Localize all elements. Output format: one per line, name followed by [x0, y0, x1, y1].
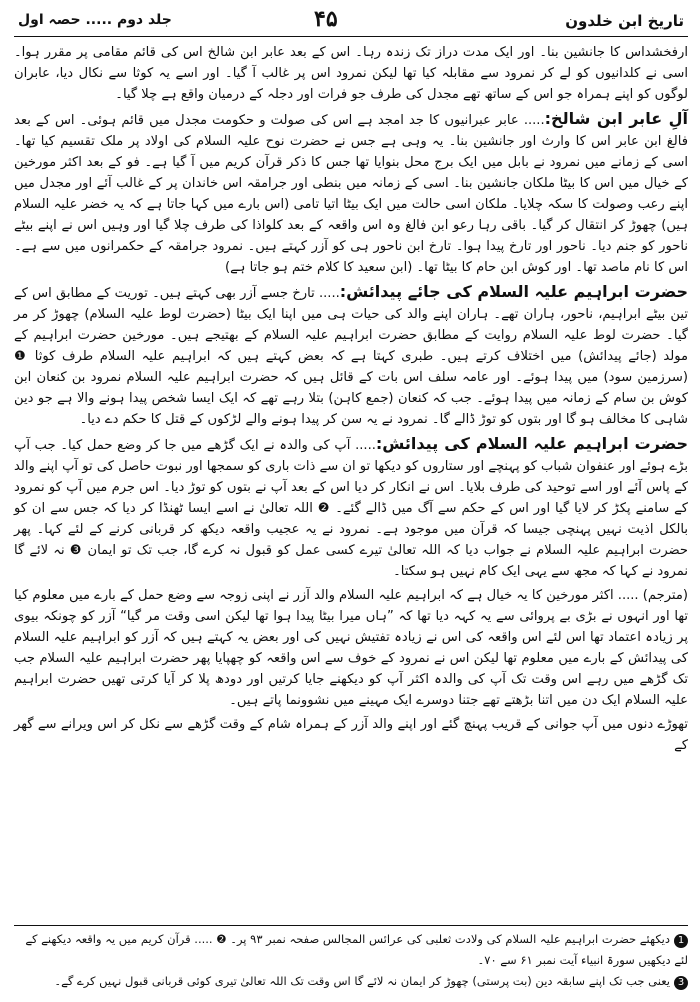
page-number: ۴۵ [314, 6, 338, 32]
paragraph: حضرت ابراہیم علیہ السلام کی پیدائش:..... آپ کی والدہ نے ایک گڑھے میں جا کر وضع حمل کیا۔ جب آپ بڑے ہوئے اور عنفوان شباب کو پہنچے اور ستاروں کو دیکھا تو ان سے ذات باری کو سمجھا اور نبوت حاصل کی تو آپ اپنے والد کے پاس آئے اور اسے توحید کی طرف بلایا۔ اس نے انکار کر دیا اس کے بعد آپ نے بتوں کو توڑ دیا۔ اس جرم میں آپ کو نمرود کے سامنے پکڑ کر لایا گیا اور اس کے حکم سے آگ میں ڈالے گئے۔ ❷ اللہ تعالیٰ نے اسے ایسا ٹھنڈا کر دیا کہ جس سے ان کو بالکل اذیت نہیں پہنچی جیسا کہ قرآن میں موجود ہے۔ نمرود نے یہ عجیب واقعہ دیکھ کر قربانی کرنے کے لئے کہا۔ پھر حضرت ابراہیم علیہ السلام نے جواب دیا کہ اللہ تعالیٰ تیرے کسی عمل کو قبول نہ کرے گا، جب تک تو ایمان ❸ نہ لائے گا نمرود نے کہا کہ مجھ سے یہی ایک کام نہیں ہو سکتا۔ [14, 434, 688, 579]
footnote: 1دیکھئے حضرت ابراہیم علیہ السلام کی ولادت ثعلبی کی عرائس المجالس صفحہ نمبر ۹۳ پر۔ ❷ ..... قرآن کریم میں یہ واقعہ دیکھنے کے لئے دیکھیں سورۃ انبیاء آیت نمبر ۶۱ سے ۷۰۔ [25, 932, 688, 967]
footnotes [14, 929, 688, 992]
paragraph: تھوڑے دنوں میں آپ جوانی کے قریب پہنچ گئے اور اپنے والد آزر کے ہمراہ شام کے وقت گڑھے سے نکل کر اس ویرانے سے گھر کے [14, 717, 688, 753]
section-heading: آلِ عابر ابن شالخ: [544, 109, 689, 128]
book-title: تاریخ ابن خلدون [565, 12, 684, 30]
page-header [14, 6, 688, 36]
footnote-rule [14, 925, 688, 926]
book-page [14, 0, 688, 1002]
section-heading: حضرت ابراہیم علیہ السلام کی پیدائش: [375, 434, 688, 453]
paragraph: آلِ عابر ابن شالخ:..... عابر عبرانیوں کا جد امجد ہے اس کی صولت و حکومت مجدل میں قائم ہوئی۔ اس کے بعد فالغ ابن عابر اس کا وارث اور جانشین بنا۔ یہ وہی ہے جس نے حضرت نوح علیہ السلام کی اولاد پر ملک تقسیم کیا تھا۔ اسی کے زمانے میں نمرود نے بابل میں ایک برج محل بنوایا تھا جس کا ذکر قرآن کریم میں آ گیا ہے۔ فو کے بعد اکثر مورخین کے خیال میں اس کا بیٹا ملکان جانشین بنا۔ اسی کے زمانہ میں بنطی اور جرامقہ اس خاندان پر کے غالب آئے اور مجدل میں اپنے رعب وصولت کا سکہ چلایا۔ ملکان اسی حالت میں ایک بیٹا اتیا تامی (اس بارے میں کہا جاتا ہے کہ یہ خضر علیہ السلام ہیں) چھوڑ کر انتقال کر گیا۔ باقی رہا رعو ابن فالغ وہ اس واقعہ کے بعد کلواذا کی طرف چلا گیا اور وہیں اس نے اپنے بیٹے ناحور کو جنم دیا۔ ناحور اور تارخ پیدا ہوا۔ تارخ ابن ناحور ہی کو آزر کہتے ہیں۔ نمرود جرامقہ کے حکمرانوں میں سے ہے۔ اس کا نام ماصد تھا۔ اور کوش ابن حام کا بیٹا تھا۔ (ابن سعید کا کلام ختم ہو جاتا ہے) [14, 109, 689, 275]
paragraph: (مترجم) ..... اکثر مورخین کا یہ خیال ہے کہ ابراہیم علیہ السلام والد آزر نے اپنی زوجہ سے وضع حمل کے بارے میں معلوم کیا تھا اور انہوں نے بڑی بے پروائی سے یہ کہہ دیا تھا کہ ”ہاں میرا بیٹا پیدا ہوا تھا لیکن اسی وقت مر گیا“ آزر کو چونکہ بیوی پر زیادہ اعتماد تھا اس لئے اس واقعہ کی اس نے زیادہ تفتیش نہیں کی اور بعض یہ کہتے ہیں کہ آزر کو ابراہیم علیہ السلام کی پیدائش کے بارے میں معلوم تھا لیکن اس نے نمرود کے خوف سے اس واقعہ کو چھپایا پھر حضرت ابراہیم علیہ السلام جب تک گڑھے میں رہے اس وقت تک آپ کی والدہ اکثر آپ کو دیکھنے جایا کرتیں اور دودھ پلا کر آیا کرتی تھیں حضرت ابراہیم علیہ السلام ایک دن میں اتنا بڑھتے تھے جتنا دوسرے ایک مہینے میں نشوونما پاتے ہیں۔ [14, 588, 688, 708]
footnote-mark: 1 [674, 934, 688, 948]
footnote-mark: 3 [674, 976, 688, 990]
paragraph: ارفخشداس کا جانشین بنا۔ اور ایک مدت دراز تک زندہ رہا۔ اس کے بعد عابر ابن شالخ اس کی قائم مقامی پر مقرر ہوا۔ اسی نے کلدانیوں کو لے کر نمرود سے مقابلہ کیا تھا لیکن نمرود اس پر غالب آ گیا۔ اور اسے یہ کوثا سے نکال دیا، عابران لوگوں کو اپنے ہمراہ جو اس کے ساتھ تھے مجدل کی طرف جو فرات اور دجلہ کے درمیان واقع ہے چلا گیا۔ [14, 45, 688, 102]
volume-label: جلد دوم ..... حصہ اول [18, 12, 172, 28]
section-heading: حضرت ابراہیم علیہ السلام کی جائے پیدائش: [339, 282, 689, 301]
footnote: 3یعنی جب تک اپنے سابقہ دین (بت پرستی) چھوڑ کر ایمان نہ لائے گا اس وقت تک اللہ تعالیٰ تیری کوئی قربانی قبول نہیں کرے گے۔ [14, 971, 688, 992]
body-text [14, 42, 688, 759]
header-rule [14, 36, 688, 37]
paragraph: حضرت ابراہیم علیہ السلام کی جائے پیدائش:..... تارخ جسے آزر بھی کہتے ہیں۔ توریت کے مطابق اس کے تین بیٹے ابراہیم، ناحور، ہاران تھے۔ ہاران اپنے والد کی حیات ہی میں اپنا ایک بیٹا (حضرت لوط علیہ السلام) چھوڑ کر مر گیا۔ حضرت لوط علیہ السلام روایت کے مطابق حضرت ابراہیم علیہ السلام کے بھتیجے ہیں۔ مورخین حضرت ابراہیم کے مولد (جائے پیدائش) میں اختلاف کرتے ہیں۔ طبری کہتا ہے کہ بعض کہتے ہیں کہ ابراہیم علیہ السلام طرف کوثا ❶ (سرزمین سود) میں پیدا ہوئے۔ اور عامہ سلف اس بات کے قائل ہیں کہ حضرت ابراہیم علیہ السلام نمرود بن کنعان ابن کوش بن سام کے زمانہ میں پیدا ہوئے۔ جب کہ کنعان (جمع کاہن) بتلا رہے تھے کہ ایک ایسا شخص پیدا ہونے والا ہے جو دین شاہی کا مخالف ہو گا اور بتوں کو توڑ ڈالے گا۔ نمرود نے یہ سن کر پیدا ہونے والے لڑکوں کے قتل کا حکم دے دیا۔ [14, 282, 689, 427]
